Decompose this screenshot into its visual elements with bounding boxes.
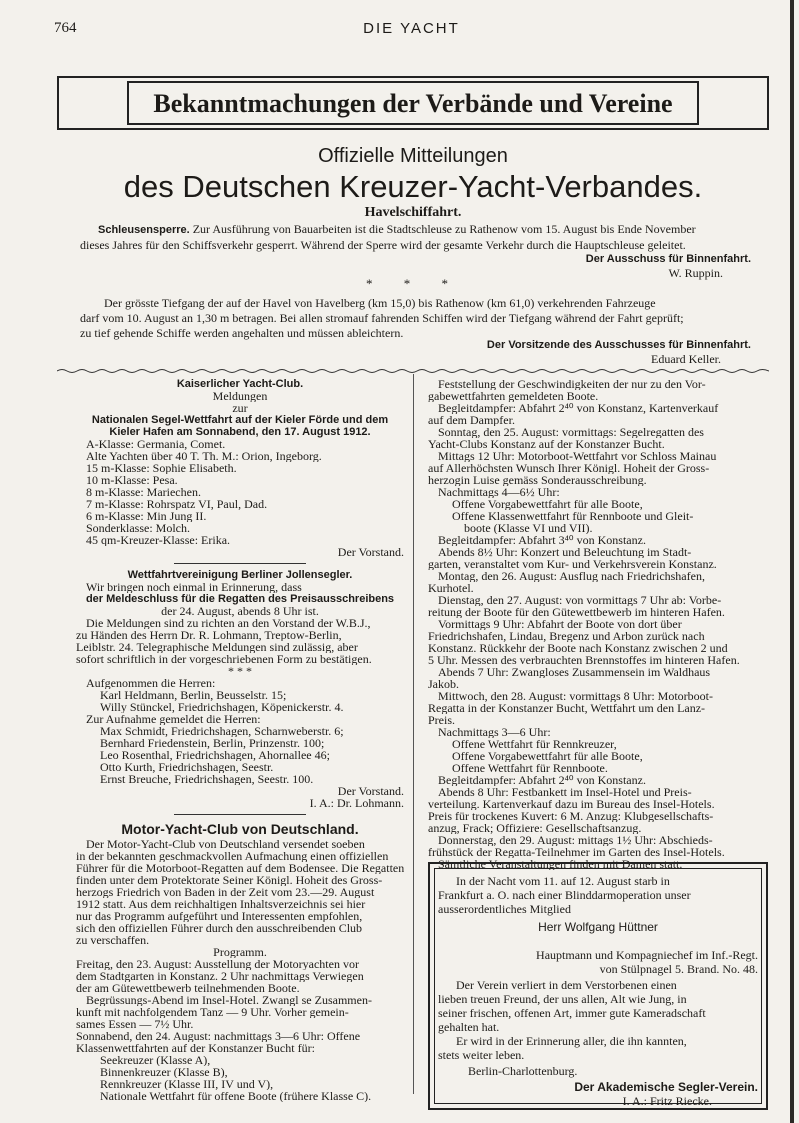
column-text-line: 45 qm-Kreuzer-Klasse: Erika. — [86, 534, 231, 546]
column-text-line: kunft mit nachfolgendem Tanz — 9 Uhr. Vorher gemein- — [76, 1006, 349, 1018]
column-text-line: Friedrichshafen, Lindau, Bregenz und Arbon zurück nach — [428, 630, 705, 642]
column-text-line: * * * — [228, 665, 252, 677]
column-text-line: Nationalen Segel-Wettfahrt auf der Kieler Förde und dem — [91, 414, 389, 426]
left-column — [76, 378, 404, 1102]
column-text-line: Regatta in der Konstanzer Bucht, Wettfahrt um den Lanz- — [428, 702, 706, 714]
column-text-line: Kurhotel. — [428, 582, 474, 594]
running-head — [54, 20, 769, 40]
column-text-line: reitung der Boote für den Gütewettbewerb im hinteren Hafen. — [428, 606, 725, 618]
column-text-line: I. A.: Dr. Lohmann. — [309, 797, 404, 809]
section-header-frame — [57, 76, 769, 130]
column-text-line: 10 m-Klasse: Pesa. — [86, 474, 178, 486]
column-text-line: 5 Uhr. Messen des verbrauchten Brennstoffes im hinteren Hafen. — [428, 654, 740, 666]
column-text-line: Zur Aufnahme gemeldet die Herren: — [86, 713, 261, 725]
havel-paragraph-2 — [80, 296, 770, 341]
column-text-line: Konstanz. Rückkehr der Boote nach Konstanz zwischen 2 und — [428, 642, 728, 654]
signature-committee: Der Ausschuss für Binnenfahrt. — [585, 253, 751, 265]
column-text-line: Rennkreuzer (Klasse III, IV und V), — [100, 1078, 274, 1090]
column-text-line: Begleitdampfer: Abfahrt 2⁴⁰ von Konstanz. — [438, 774, 646, 786]
text-line: Der grösste Tiefgang der auf der Havel von Havelberg (km 15,0) bis Rathenow (km 61,0) verkehrenden Fahrzeuge — [104, 296, 656, 310]
column-text-line: Aufgenommen die Herren: — [86, 677, 216, 689]
official-heading-line1: Offizielle Mitteilungen — [318, 145, 508, 167]
obituary-line: In der Nacht vom 11. auf 12. August starb in — [456, 874, 670, 888]
column-rule — [413, 374, 414, 1094]
page-number: 764 — [54, 20, 77, 36]
text-line: Zur Ausführung von Bauarbeiten ist die Stadtschleuse zu Rathenow vom 15. August bis Ende November — [192, 222, 696, 236]
obituary-line: ausserordentliches Mitglied — [438, 902, 571, 916]
column-text-line: boote (Klasse VI und VII). — [464, 522, 593, 534]
column-text-line: sich den offiziellen Führer durch den ausschreibenden Club — [76, 922, 363, 934]
column-text-line: auf Allerhöchsten Wunsch Ihrer Königl. Hoheit der Gross- — [428, 462, 710, 474]
column-text-line: Dienstag, den 27. August: von vormittags 7 Uhr ab: Vorbe- — [438, 594, 722, 606]
obituary-line: seiner frischen, offenen Art, immer gute Kameradschaft — [438, 1006, 706, 1020]
text-line: zu tief gehende Schiffe werden angehalten und müssen ableichtern. — [80, 326, 404, 340]
column-text-line: der Meldeschluss für die Regatten des Preisausschreibens — [85, 593, 395, 605]
column-text-line: Der Vorstand. — [337, 546, 404, 558]
obituary-rank: Hauptmann und Kompagniechef im Inf.-Regt. — [536, 948, 758, 962]
running-title: DIE YACHT — [363, 20, 460, 37]
column-text-line: Offene Wettfahrt für Rennkreuzer, — [452, 738, 617, 750]
signature-chairman-title: Der Vorsitzende des Ausschusses für Binnenfahrt. — [486, 339, 751, 351]
obituary-line: stets weiter leben. — [438, 1048, 525, 1062]
section-header-title: Bekanntmachungen der Verbände und Vereine — [127, 81, 699, 125]
column-text-line: Bernhard Friedenstein, Berlin, Prinzenstr. 100; — [100, 737, 325, 749]
deceased-name: Herr Wolfgang Hüttner — [538, 920, 658, 934]
column-text-line: Offene Klassenwettfahrt für Rennboote und Gleit- — [452, 510, 694, 522]
column-text-line: sofort schriftlich in der vorgeschriebenen Form zu bestätigen. — [76, 653, 372, 665]
column-text-line: Sonntag, den 25. August: vormittags: Segelregatten des — [438, 426, 704, 438]
text-line: darf vom 10. August an 1,30 m betragen. Bei allen stromauf fahrenden Schiffen wird der Tiefgang während der Fahrt geprüft; — [80, 311, 684, 325]
column-text-line: Nationale Wettfahrt für offene Boote (frühere Klasse C). — [100, 1090, 372, 1102]
column-text-line: Motor-Yacht-Club von Deutschland. — [121, 821, 359, 837]
column-text-line: 1912 statt. Aus dem reichhaltigen Inhaltsverzeichnis sei hier — [76, 898, 366, 910]
column-text-line: in der bekannten geschmackvollen Aufmachung einen offiziellen — [76, 850, 389, 862]
column-text-line: Sonnabend, den 24. August: nachmittags 3—6 Uhr: Offene — [76, 1030, 361, 1042]
column-text-line: Kaiserlicher Yacht-Club. — [176, 378, 304, 390]
column-text-line: Sonderklasse: Molch. — [86, 522, 190, 534]
column-text-line: Begleitdampfer: Abfahrt 2⁴⁰ von Konstanz, Kartenverkauf — [438, 402, 719, 414]
column-text-line: verteilung. Kartenverkauf dazu im Bureau des Insel-Hotels. — [428, 798, 715, 810]
column-text-line: 15 m-Klasse: Sophie Elisabeth. — [86, 462, 237, 474]
column-text-line: Der Vorstand. — [337, 785, 404, 797]
obituary-regiment: von Stülpnagel 5. Brand. No. 48. — [599, 962, 758, 976]
column-text-line: sames Essen — 7½ Uhr. — [76, 1018, 194, 1030]
column-text-line: Vormittags 9 Uhr: Abfahrt der Boote von dort über — [438, 618, 682, 630]
column-text-line: finden unter dem Protektorate Seiner Königl. Hoheit des Gross- — [76, 874, 383, 886]
column-text-line: Jakob. — [428, 678, 459, 690]
obituary-club: Der Akademische Segler-Verein. — [574, 1080, 758, 1094]
separator-stars: * * * — [366, 276, 462, 291]
obituary-line: Er wird in der Erinnerung aller, die ihn kannten, — [456, 1034, 687, 1048]
column-text-line: Kieler Hafen am Sonnabend, den 17. August 1912. — [109, 426, 371, 438]
text-line: dieses Jahres für den Schiffsverkehr gesperrt. Während der Sperre wird der gesamte Verkehr durch die Hauptschleuse geleitet. — [80, 238, 686, 252]
column-text-line: 8 m-Klasse: Mariechen. — [86, 486, 201, 498]
column-text-line: Offene Vorgabewettfahrt für alle Boote, — [452, 498, 643, 510]
column-text-line: 7 m-Klasse: Rohrspatz VI, Paul, Dad. — [86, 498, 268, 510]
column-text-line: Leiblstr. 24. Telegraphische Meldungen sind zulässig, aber — [76, 641, 358, 653]
column-text-line: Der Motor-Yacht-Club von Deutschland versendet soeben — [86, 838, 365, 850]
column-text-line: Programm. — [213, 946, 267, 958]
obituary-line: Frankfurt a. O. nach einer Blinddarmoperation unser — [438, 888, 691, 902]
column-text-line: zu Händen des Herrn Dr. R. Lohmann, Treptow-Berlin, — [76, 629, 342, 641]
column-text-line: Mittwoch, den 28. August: vormittags 8 Uhr: Motorboot- — [438, 690, 713, 702]
column-text-line: herzogs Friedrich von Baden in der Zeit vom 23.—29. August — [76, 886, 375, 898]
column-text-line: Karl Heldmann, Berlin, Beusselstr. 15; — [100, 689, 287, 701]
column-text-line: anzug, Frack; Offiziere: Gesellschaftsanzug. — [428, 822, 642, 834]
signature-name: W. Ruppin. — [668, 266, 723, 280]
column-text-line: Führer für die Motorboot-Regatten auf dem Bodensee. Die Regatten — [76, 862, 404, 874]
column-text-line: Mittags 12 Uhr: Motorboot-Wettfahrt vor Schloss Mainau — [438, 450, 717, 462]
column-text-line: Binnenkreuzer (Klasse B), — [100, 1066, 228, 1078]
signature-chairman-name: Eduard Keller. — [651, 352, 721, 366]
havel-paragraph-1 — [80, 222, 770, 253]
column-text-line: zur — [232, 402, 248, 414]
column-text-line: Donnerstag, den 29. August: mittags 1½ Uhr: Abschieds- — [438, 834, 713, 846]
obituary-signature: I. A.: Fritz Riecke. — [622, 1094, 712, 1108]
column-text-line: Preis für trockenes Kuvert: 6 M. Anzug: Klubgesellschafts- — [428, 810, 714, 822]
obituary-line: lieben treuen Freund, der uns allen, Alt wie Jung, in — [438, 992, 687, 1006]
right-column — [428, 378, 768, 870]
column-text-line: auf dem Dampfer. — [428, 414, 515, 426]
column-text-line: Feststellung der Geschwindigkeiten der nur zu den Vor- — [438, 378, 706, 390]
page-edge-shadow — [790, 0, 794, 1123]
column-text-line: Yacht-Clubs Konstanz auf der Konstanzer Bucht. — [428, 438, 665, 450]
column-text-line: zu verschaffen. — [76, 934, 150, 946]
column-text-line: Wir bringen noch einmal in Erinnerung, dass — [86, 581, 302, 593]
havel-heading: Havelschiffahrt. — [364, 205, 462, 220]
column-text-line: garten, veranstaltet vom Kur- und Verkehrsverein Konstanz. — [428, 558, 717, 570]
column-text-line: 6 m-Klasse: Min Jung II. — [86, 510, 207, 522]
obituary-line: gehalten hat. — [438, 1020, 500, 1034]
column-text-line: Freitag, den 23. August: Ausstellung der Motoryachten vor — [76, 958, 359, 970]
column-text-line: Nachmittags 4—6½ Uhr: — [438, 486, 560, 498]
obituary-place: Berlin-Charlottenburg. — [468, 1064, 578, 1078]
column-text-line: Preis. — [428, 714, 455, 726]
obituary-line: Der Verein verliert in dem Verstorbenen einen — [456, 978, 677, 992]
column-text-line: frühstück der Regatta-Teilnehmer im Garten des Insel-Hotels. — [428, 846, 725, 858]
column-text-line: Alte Yachten über 40 T. Th. M.: Orion, Ingeborg. — [86, 450, 322, 462]
column-text-line: Wettfahrtvereinigung Berliner Jollensegler. — [127, 569, 353, 581]
column-divider — [174, 563, 305, 564]
column-text-line: Begleitdampfer: Abfahrt 3⁴⁰ von Konstanz. — [438, 534, 646, 546]
column-text-line: Max Schmidt, Friedrichshagen, Scharnweberstr. 6; — [100, 725, 344, 737]
column-text-line: Begrüssungs-Abend im Insel-Hotel. Zwangl se Zusammen- — [86, 994, 372, 1006]
column-text-line: herzogin Luise gemäss Sonderausschreibung. — [428, 474, 647, 486]
obituary-notice — [428, 862, 768, 1110]
column-divider — [174, 814, 305, 815]
column-text-line: Seekreuzer (Klasse A), — [100, 1054, 211, 1066]
column-text-line: Leo Rosenthal, Friedrichshagen, Ahornallee 46; — [100, 749, 330, 761]
column-text-line: Meldungen — [212, 390, 268, 402]
lead-word: Schleusensperre. — [98, 224, 190, 236]
column-text-line: A-Klasse: Germania, Comet. — [86, 438, 226, 450]
official-heading-line2: des Deutschen Kreuzer-Yacht-Verbandes. — [123, 169, 703, 204]
column-text-line: Abends 8 Uhr: Festbankett im Insel-Hotel und Preis- — [438, 786, 692, 798]
column-text-line: gabewettfahrten gemeldeten Boote. — [428, 390, 599, 402]
column-text-line: der am Gütewettbewerb teilnehmenden Boote. — [76, 982, 300, 994]
column-text-line: Sämtliche Veranstaltungen finden mit Damen statt. — [438, 858, 683, 870]
column-text-line: Klassenwettfahrten auf der Konstanzer Bucht für: — [76, 1042, 315, 1054]
column-text-line: Abends 7 Uhr: Zwangloses Zusammensein im Waldhaus — [438, 666, 711, 678]
column-text-line: der 24. August, abends 8 Uhr ist. — [161, 605, 319, 617]
column-text-line: Die Meldungen sind zu richten an den Vorstand der W.B.J., — [86, 617, 371, 629]
column-text-line: Montag, den 26. August: Ausflug nach Friedrichshafen, — [438, 570, 705, 582]
column-text-line: Offene Vorgabewettfahrt für alle Boote, — [452, 750, 643, 762]
column-text-line: Otto Kurth, Friedrichshagen, Seestr. — [100, 761, 274, 773]
column-text-line: Abends 8½ Uhr: Konzert und Beleuchtung im Stadt- — [438, 546, 692, 558]
column-text-line: Ernst Breuche, Friedrichshagen, Seestr. 100. — [100, 773, 314, 785]
column-text-line: Offene Wettfahrt für Rennboote. — [452, 762, 608, 774]
column-text-line: Nachmittags 3—6 Uhr: — [438, 726, 551, 738]
column-text-line: dem Stadtgarten in Konstanz. 2 Uhr nachmittags Verwiegen — [76, 970, 364, 982]
column-text-line: nur das Programm aufgeführt und Interessenten empfohlen, — [76, 910, 363, 922]
column-text-line: Willy Stünckel, Friedrichshagen, Köpenickerstr. 4. — [100, 701, 344, 713]
